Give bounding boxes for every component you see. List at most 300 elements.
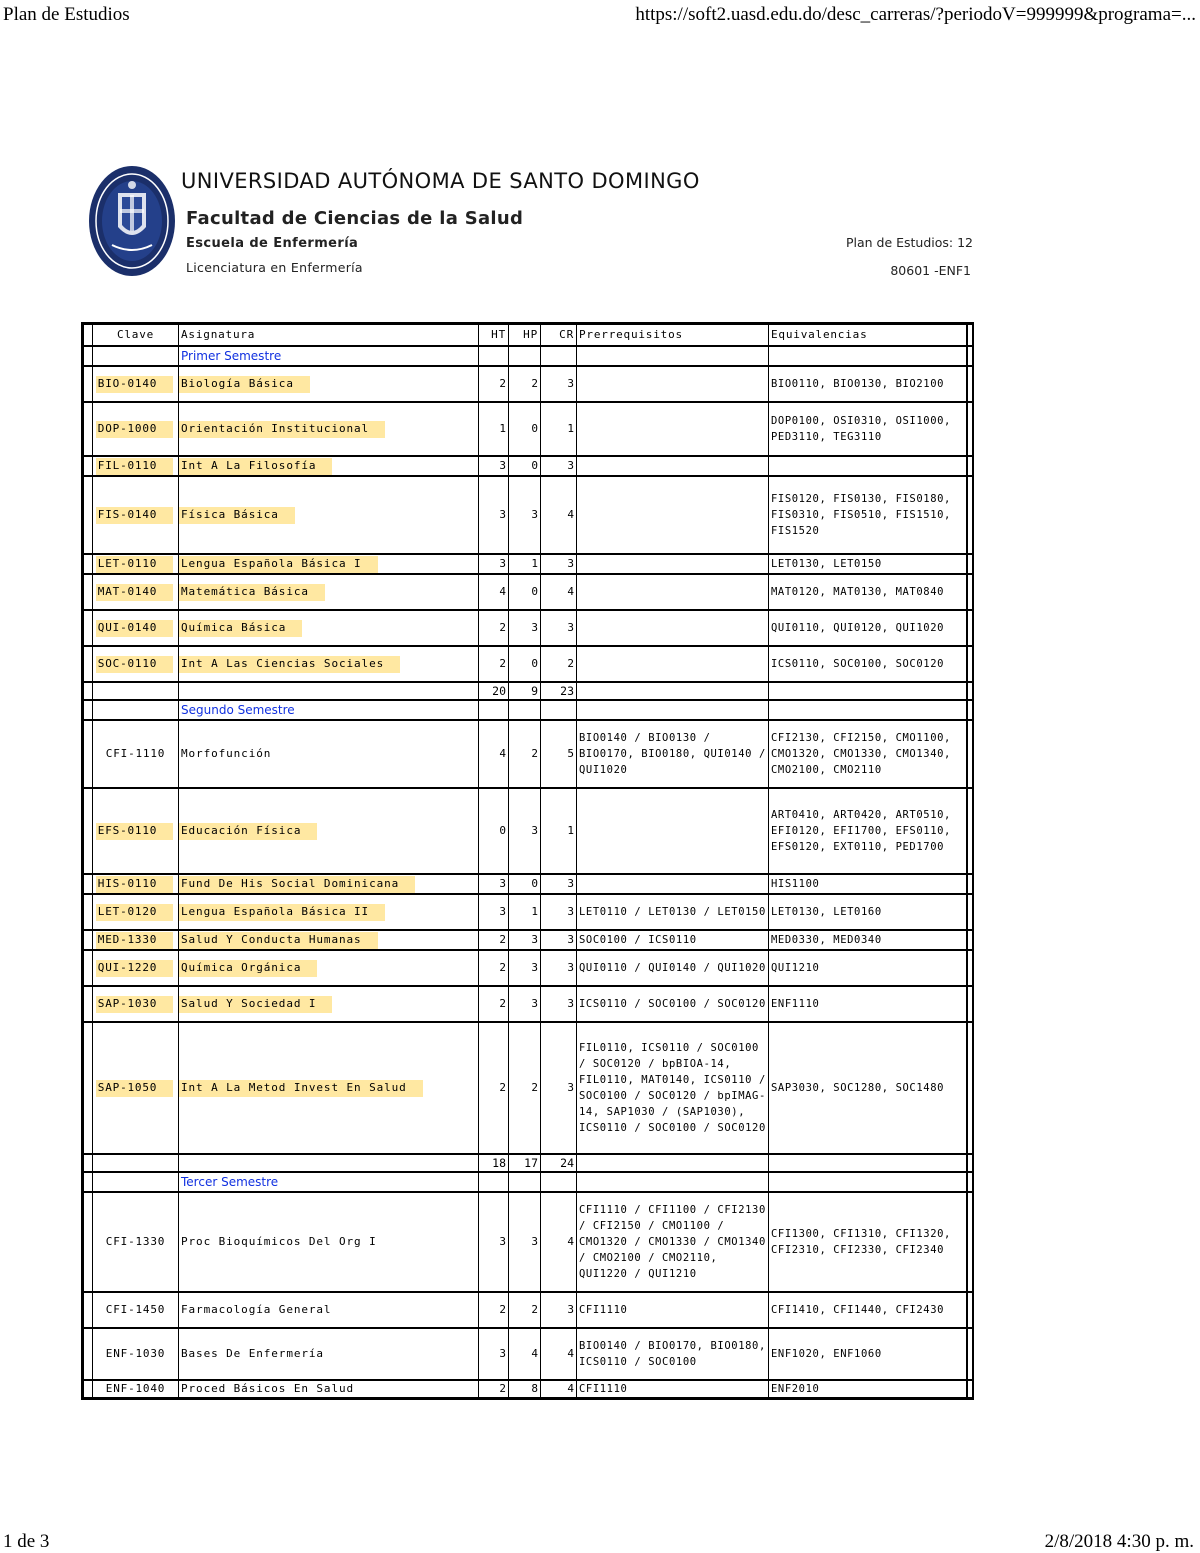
course-code [93, 554, 179, 574]
course-code-text: BIO-0140 [96, 376, 173, 393]
course-name [179, 1380, 479, 1399]
row-edge [967, 720, 973, 788]
course-equivalences: LET0130, LET0160 [769, 894, 967, 930]
cell-empty [769, 700, 967, 720]
course-equivalences: QUI1210 [769, 950, 967, 986]
course-ht: 2 [479, 950, 509, 986]
course-cr: 5 [541, 720, 577, 788]
course-ht: 3 [479, 1328, 509, 1380]
course-name-text: Educación Física [179, 823, 317, 840]
course-equivalences: ICS0110, SOC0100, SOC0120 [769, 646, 967, 682]
course-ht: 2 [479, 366, 509, 402]
row-edge [967, 1380, 973, 1399]
semester-row [83, 1172, 973, 1192]
table-row [83, 610, 973, 646]
university-name: UNIVERSIDAD AUTÓNOMA DE SANTO DOMINGO [181, 169, 700, 193]
course-code-text: MED-1330 [96, 932, 173, 949]
course-code [93, 1380, 179, 1399]
course-name-text: Proc Bioquímicos Del Org I [181, 1235, 377, 1248]
table-row [83, 930, 973, 950]
course-name [179, 646, 479, 682]
course-code [93, 366, 179, 402]
cell-empty [577, 1154, 769, 1172]
row-edge [83, 950, 93, 986]
cell-empty [541, 1172, 577, 1192]
table-row [83, 1328, 973, 1380]
row-edge [83, 574, 93, 610]
course-ht: 2 [479, 1022, 509, 1154]
course-name [179, 930, 479, 950]
row-edge [967, 986, 973, 1022]
course-name-text: Química Básica [179, 620, 302, 637]
semester-row [83, 700, 973, 720]
course-name-text: Proced Básicos En Salud [181, 1382, 355, 1395]
table-row [83, 402, 973, 456]
course-code [93, 1292, 179, 1328]
course-cr: 1 [541, 402, 577, 456]
course-name [179, 554, 479, 574]
row-edge [83, 402, 93, 456]
row-edge [83, 476, 93, 554]
course-name [179, 1192, 479, 1292]
row-edge [967, 700, 973, 720]
row-edge [83, 720, 93, 788]
course-hp: 2 [509, 1022, 541, 1154]
course-code-text: EFS-0110 [96, 823, 173, 840]
course-name-text: Int A La Filosofía [179, 458, 332, 475]
course-prerequisites [577, 610, 769, 646]
col-equivalencias: Equivalencias [769, 324, 967, 347]
course-prerequisites: SOC0100 / ICS0110 [577, 930, 769, 950]
print-datetime: 2/8/2018 4:30 p. m. [1044, 1531, 1194, 1552]
row-edge [967, 1292, 973, 1328]
course-code-text: SAP-1030 [96, 996, 173, 1013]
table-row [83, 574, 973, 610]
course-code-text: CFI-1450 [105, 1303, 166, 1316]
semester-label: Tercer Semestre [179, 1172, 479, 1192]
course-name-text: Química Orgánica [179, 960, 317, 977]
course-name-text: Int A La Metod Invest En Salud [179, 1080, 423, 1097]
course-cr: 4 [541, 1380, 577, 1399]
cell-empty [769, 1172, 967, 1192]
page-number: 1 de 3 [3, 1531, 50, 1552]
row-edge [83, 986, 93, 1022]
course-prerequisites [577, 366, 769, 402]
course-name [179, 1292, 479, 1328]
row-edge [967, 402, 973, 456]
course-ht: 3 [479, 456, 509, 476]
row-edge [967, 1154, 973, 1172]
table-row [83, 788, 973, 874]
row-edge [83, 456, 93, 476]
course-code-text: CFI-1330 [105, 1235, 166, 1248]
cell-empty [479, 346, 509, 366]
course-hp: 3 [509, 986, 541, 1022]
row-edge [83, 682, 93, 700]
course-hp: 2 [509, 720, 541, 788]
course-name [179, 476, 479, 554]
row-edge [83, 610, 93, 646]
row-edge [967, 554, 973, 574]
course-equivalences: BIO0110, BIO0130, BIO2100 [769, 366, 967, 402]
row-edge [83, 1192, 93, 1292]
row-edge [83, 894, 93, 930]
course-ht: 2 [479, 930, 509, 950]
course-equivalences: MAT0120, MAT0130, MAT0840 [769, 574, 967, 610]
col-cr: CR [541, 324, 577, 347]
course-code [93, 1022, 179, 1154]
course-cr: 3 [541, 986, 577, 1022]
course-equivalences: CFI1410, CFI1440, CFI2430 [769, 1292, 967, 1328]
semester-row [83, 346, 973, 366]
course-equivalences: CFI1300, CFI1310, CFI1320, CFI2310, CFI2330, CFI2340 [769, 1192, 967, 1292]
course-prerequisites [577, 402, 769, 456]
cell-empty [577, 346, 769, 366]
faculty-name: Facultad de Ciencias de la Salud [186, 208, 524, 229]
cell-empty [93, 1172, 179, 1192]
course-name [179, 456, 479, 476]
course-code [93, 402, 179, 456]
table-row [83, 554, 973, 574]
course-hp: 0 [509, 646, 541, 682]
course-ht: 4 [479, 720, 509, 788]
total-hp: 17 [509, 1154, 541, 1172]
total-cr: 24 [541, 1154, 577, 1172]
table-row [83, 894, 973, 930]
course-ht: 2 [479, 1292, 509, 1328]
course-equivalences: DOP0100, OSI0310, OSI1000, PED3110, TEG3110 [769, 402, 967, 456]
row-edge [83, 788, 93, 874]
course-name-text: Morfofunción [181, 747, 272, 760]
course-equivalences: FIS0120, FIS0130, FIS0180, FIS0310, FIS0510, FIS1510, FIS1520 [769, 476, 967, 554]
page-title: Plan de Estudios [3, 4, 130, 25]
course-hp: 8 [509, 1380, 541, 1399]
course-hp: 3 [509, 610, 541, 646]
course-code [93, 1328, 179, 1380]
course-code-text: ENF-1030 [105, 1347, 166, 1360]
course-ht: 1 [479, 402, 509, 456]
table-header-row [83, 324, 973, 347]
course-code-text: ENF-1040 [105, 1382, 166, 1395]
col-clave: Clave [93, 324, 179, 347]
course-hp: 4 [509, 1328, 541, 1380]
course-name [179, 874, 479, 894]
course-cr: 3 [541, 610, 577, 646]
table-row [83, 476, 973, 554]
table-row [83, 986, 973, 1022]
course-hp: 1 [509, 894, 541, 930]
total-ht: 20 [479, 682, 509, 700]
course-code-text: QUI-1220 [96, 960, 173, 977]
course-code [93, 1192, 179, 1292]
row-edge [967, 366, 973, 402]
course-hp: 3 [509, 950, 541, 986]
row-edge [967, 894, 973, 930]
course-code [93, 930, 179, 950]
course-equivalences [769, 456, 967, 476]
course-name [179, 1022, 479, 1154]
course-cr: 4 [541, 1192, 577, 1292]
course-ht: 3 [479, 476, 509, 554]
table-row [83, 366, 973, 402]
table-row [83, 456, 973, 476]
course-cr: 3 [541, 930, 577, 950]
university-seal-icon [88, 165, 176, 277]
plan-label: Plan de Estudios: 12 [845, 235, 973, 250]
cell-empty [93, 346, 179, 366]
col-asignatura: Asignatura [179, 324, 479, 347]
course-name [179, 610, 479, 646]
course-cr: 3 [541, 554, 577, 574]
course-code-text: SAP-1050 [96, 1080, 173, 1097]
course-hp: 3 [509, 930, 541, 950]
course-hp: 2 [509, 1292, 541, 1328]
row-edge [967, 610, 973, 646]
course-name-text: Farmacología General [181, 1303, 332, 1316]
cell-empty [577, 1172, 769, 1192]
course-equivalences: ENF1110 [769, 986, 967, 1022]
course-name-text: Física Básica [179, 507, 295, 524]
course-name [179, 574, 479, 610]
row-edge [83, 700, 93, 720]
course-prerequisites [577, 574, 769, 610]
course-ht: 2 [479, 986, 509, 1022]
cell-empty [541, 346, 577, 366]
col-prerrequisitos: Prerrequisitos [577, 324, 769, 347]
row-edge [83, 646, 93, 682]
course-prerequisites [577, 646, 769, 682]
course-equivalences: ART0410, ART0420, ART0510, EFI0120, EFI1700, EFS0110, EFS0120, EXT0110, PED1700 [769, 788, 967, 874]
degree-name: Licenciatura en Enfermería [186, 260, 363, 275]
course-cr: 4 [541, 476, 577, 554]
cell-empty [509, 700, 541, 720]
course-prerequisites [577, 554, 769, 574]
cell-empty [179, 682, 479, 700]
table-row [83, 1022, 973, 1154]
row-edge [83, 1154, 93, 1172]
row-edge [967, 930, 973, 950]
course-code [93, 950, 179, 986]
plan-code: 80601 -ENF1 [890, 263, 971, 278]
total-ht: 18 [479, 1154, 509, 1172]
row-edge [967, 574, 973, 610]
course-hp: 0 [509, 402, 541, 456]
row-edge [83, 930, 93, 950]
row-edge [967, 682, 973, 700]
row-edge [83, 1328, 93, 1380]
course-cr: 4 [541, 1328, 577, 1380]
course-cr: 3 [541, 894, 577, 930]
course-hp: 0 [509, 574, 541, 610]
course-code-text: LET-0110 [96, 556, 173, 573]
table-row [83, 1192, 973, 1292]
cell-empty [479, 1172, 509, 1192]
table-row [83, 646, 973, 682]
table-row [83, 1380, 973, 1399]
row-edge [83, 1380, 93, 1399]
course-name [179, 366, 479, 402]
row-edge [83, 1022, 93, 1154]
semester-label: Primer Semestre [179, 346, 479, 366]
table-row [83, 874, 973, 894]
course-name [179, 950, 479, 986]
course-hp: 3 [509, 476, 541, 554]
course-code [93, 610, 179, 646]
course-ht: 3 [479, 894, 509, 930]
course-name-text: Fund De His Social Dominicana [179, 876, 415, 893]
row-edge [967, 1192, 973, 1292]
row-edge [967, 1172, 973, 1192]
course-code [93, 986, 179, 1022]
course-code-text: QUI-0140 [96, 620, 173, 637]
page-url[interactable]: https://soft2.uasd.edu.do/desc_carreras/?periodoV=999999&programa=... [635, 4, 1196, 25]
course-equivalences: LET0130, LET0150 [769, 554, 967, 574]
course-equivalences: HIS1100 [769, 874, 967, 894]
course-prerequisites [577, 476, 769, 554]
cell-empty [769, 682, 967, 700]
semester-total-row [83, 682, 973, 700]
course-hp: 3 [509, 788, 541, 874]
course-name-text: Salud Y Sociedad I [179, 996, 332, 1013]
course-code [93, 456, 179, 476]
cell-empty [509, 1172, 541, 1192]
course-prerequisites: CFI1110 [577, 1380, 769, 1399]
course-prerequisites: FIL0110, ICS0110 / SOC0100 / SOC0120 / bpBIOA-14, FIL0110, MAT0140, ICS0110 / SOC0100 / SOC0120 / bpIMAG-14, SAP1030 / (SAP1030), ICS0110 / SOC0100 / SOC0120 [577, 1022, 769, 1154]
course-prerequisites: LET0110 / LET0130 / LET0150 [577, 894, 769, 930]
course-ht: 0 [479, 788, 509, 874]
course-cr: 3 [541, 1292, 577, 1328]
cell-empty [541, 700, 577, 720]
table-row [83, 1292, 973, 1328]
course-ht: 2 [479, 610, 509, 646]
course-name-text: Bases De Enfermería [181, 1347, 324, 1360]
course-name [179, 720, 479, 788]
course-name-text: Lengua Española Básica I [179, 556, 378, 573]
course-cr: 2 [541, 646, 577, 682]
course-equivalences: SAP3030, SOC1280, SOC1480 [769, 1022, 967, 1154]
row-edge [967, 950, 973, 986]
course-ht: 2 [479, 1380, 509, 1399]
course-equivalences: MED0330, MED0340 [769, 930, 967, 950]
course-name-text: Matemática Básica [179, 584, 325, 601]
curriculum-table [81, 322, 974, 1400]
course-code [93, 574, 179, 610]
course-name [179, 788, 479, 874]
course-hp: 0 [509, 874, 541, 894]
course-prerequisites: BIO0140 / BIO0170, BIO0180, ICS0110 / SOC0100 [577, 1328, 769, 1380]
course-hp: 3 [509, 1192, 541, 1292]
cell-empty [179, 1154, 479, 1172]
course-code-text: FIS-0140 [96, 507, 173, 524]
course-equivalences: ENF1020, ENF1060 [769, 1328, 967, 1380]
col-ht: HT [479, 324, 509, 347]
row-edge [83, 554, 93, 574]
course-equivalences: CFI2130, CFI2150, CMO1100, CMO1320, CMO1330, CMO1340, CMO2100, CMO2110 [769, 720, 967, 788]
course-hp: 0 [509, 456, 541, 476]
course-code [93, 476, 179, 554]
row-edge [967, 346, 973, 366]
course-ht: 2 [479, 646, 509, 682]
course-code [93, 894, 179, 930]
row-edge [967, 1022, 973, 1154]
course-code-text: HIS-0110 [96, 876, 173, 893]
course-prerequisites [577, 456, 769, 476]
row-edge [83, 874, 93, 894]
row-edge [967, 874, 973, 894]
course-code-text: SOC-0110 [96, 656, 173, 673]
course-name-text: Lengua Española Básica II [179, 904, 385, 921]
course-ht: 3 [479, 874, 509, 894]
col-hp: HP [509, 324, 541, 347]
course-prerequisites: CFI1110 / CFI1100 / CFI2130 / CFI2150 / CMO1100 / CMO1320 / CMO1330 / CMO1340 / CMO2100 / CMO2110, QUI1220 / QUI1210 [577, 1192, 769, 1292]
course-code-text: FIL-0110 [96, 458, 173, 475]
course-hp: 1 [509, 554, 541, 574]
course-name-text: Biología Básica [179, 376, 310, 393]
course-prerequisites: ICS0110 / SOC0100 / SOC0120 [577, 986, 769, 1022]
semester-label: Segundo Semestre [179, 700, 479, 720]
course-prerequisites: BIO0140 / BIO0130 / BIO0170, BIO0180, QUI0140 / QUI1020 [577, 720, 769, 788]
course-code-text: CFI-1110 [105, 747, 166, 760]
course-equivalences: QUI0110, QUI0120, QUI1020 [769, 610, 967, 646]
row-edge [83, 1292, 93, 1328]
cell-empty [509, 346, 541, 366]
course-name-text: Salud Y Conducta Humanas [179, 932, 378, 949]
course-prerequisites: QUI0110 / QUI0140 / QUI1020 [577, 950, 769, 986]
row-edge [967, 646, 973, 682]
total-cr: 23 [541, 682, 577, 700]
cell-empty [769, 1154, 967, 1172]
course-cr: 4 [541, 574, 577, 610]
course-cr: 3 [541, 874, 577, 894]
row-edge [967, 476, 973, 554]
course-code [93, 788, 179, 874]
cell-empty [93, 700, 179, 720]
course-cr: 3 [541, 950, 577, 986]
cell-empty [93, 682, 179, 700]
total-hp: 9 [509, 682, 541, 700]
course-cr: 3 [541, 456, 577, 476]
course-prerequisites: CFI1110 [577, 1292, 769, 1328]
course-name [179, 402, 479, 456]
course-name [179, 986, 479, 1022]
course-code-text: DOP-1000 [96, 421, 173, 438]
course-code [93, 720, 179, 788]
cell-empty [479, 700, 509, 720]
course-name [179, 1328, 479, 1380]
school-name: Escuela de Enfermería [186, 236, 359, 251]
row-edge [967, 456, 973, 476]
row-edge [83, 1172, 93, 1192]
cell-empty [577, 700, 769, 720]
course-cr: 3 [541, 1022, 577, 1154]
course-ht: 4 [479, 574, 509, 610]
course-ht: 3 [479, 1192, 509, 1292]
course-code [93, 874, 179, 894]
course-code-text: MAT-0140 [96, 584, 173, 601]
cell-empty [769, 346, 967, 366]
row-edge [83, 366, 93, 402]
course-code-text: LET-0120 [96, 904, 173, 921]
cell-empty [577, 682, 769, 700]
course-ht: 3 [479, 554, 509, 574]
course-name [179, 894, 479, 930]
course-equivalences: ENF2010 [769, 1380, 967, 1399]
course-code [93, 646, 179, 682]
row-edge [83, 346, 93, 366]
row-edge [967, 1328, 973, 1380]
course-cr: 1 [541, 788, 577, 874]
row-edge [967, 788, 973, 874]
